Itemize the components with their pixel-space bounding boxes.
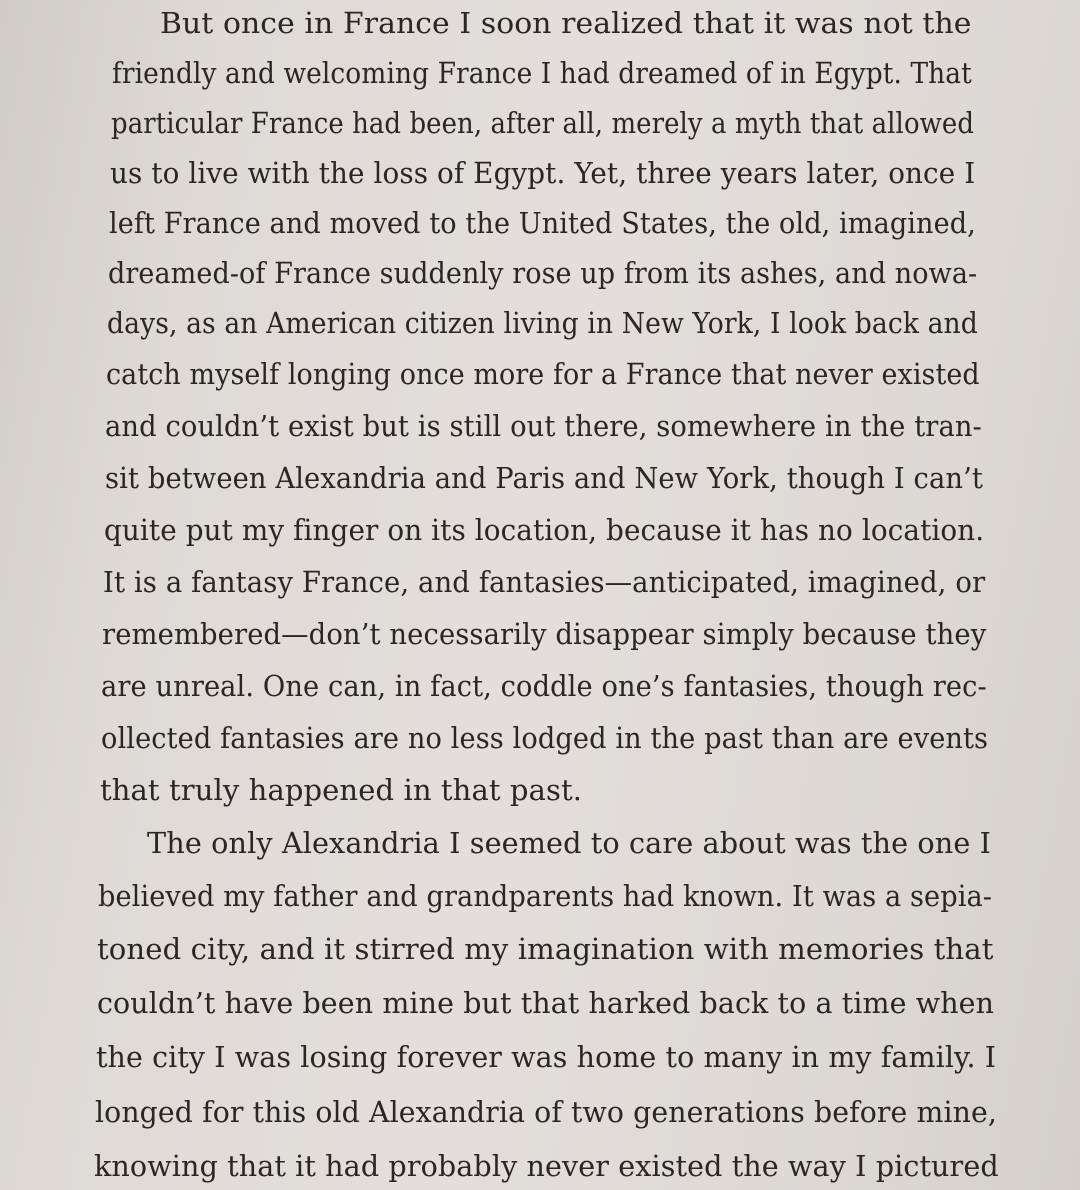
text-line: that truly happened in that past. <box>100 773 583 807</box>
text-line: and couldn’t exist but is still out there, somewhere in the tran- <box>105 409 982 443</box>
text-line: are unreal. One can, in fact, coddle one’s fantasies, though rec- <box>101 669 987 703</box>
text-line: left France and moved to the United States, the old, imagined, <box>109 206 976 240</box>
text-line: dreamed-of France suddenly rose up from its ashes, and nowa- <box>108 256 978 290</box>
text-line: It is a fantasy France, and fantasies—anticipated, imagined, or <box>103 565 986 599</box>
text-line: particular France had been, after all, merely a myth that allowed <box>111 106 975 140</box>
text-line: ollected fantasies are no less lodged in the past than are events <box>101 721 989 755</box>
text-line: friendly and welcoming France I had dreamed of in Egypt. That <box>112 56 972 90</box>
text-line: believed my father and grandparents had known. It was a sepia- <box>98 879 993 913</box>
text-line: sit between Alexandria and Paris and New York, though I can’t <box>105 461 983 495</box>
text-line: remembered—don’t necessarily disappear simply because they <box>102 617 987 651</box>
text-line: days, as an American citizen living in New York, I look back and <box>107 306 978 340</box>
text-line: But once in France I soon realized that it was not the <box>160 6 972 40</box>
text-line: toned city, and it stirred my imagination with memories that <box>97 932 994 966</box>
text-line: The only Alexandria I seemed to care about was the one I <box>147 826 992 860</box>
text-line: longed for this old Alexandria of two generations before mine, <box>95 1095 997 1129</box>
text-line: the city I was losing forever was home to many in my family. I <box>96 1040 997 1074</box>
text-line: knowing that it had probably never existed the way I pictured <box>94 1149 999 1183</box>
text-line: couldn’t have been mine but that harked back to a time when <box>97 986 995 1020</box>
text-line: us to live with the loss of Egypt. Yet, three years later, once I <box>110 156 976 190</box>
text-line: quite put my finger on its location, because it has no location. <box>104 513 985 547</box>
text-line: catch myself longing once more for a France that never existed <box>106 357 980 391</box>
